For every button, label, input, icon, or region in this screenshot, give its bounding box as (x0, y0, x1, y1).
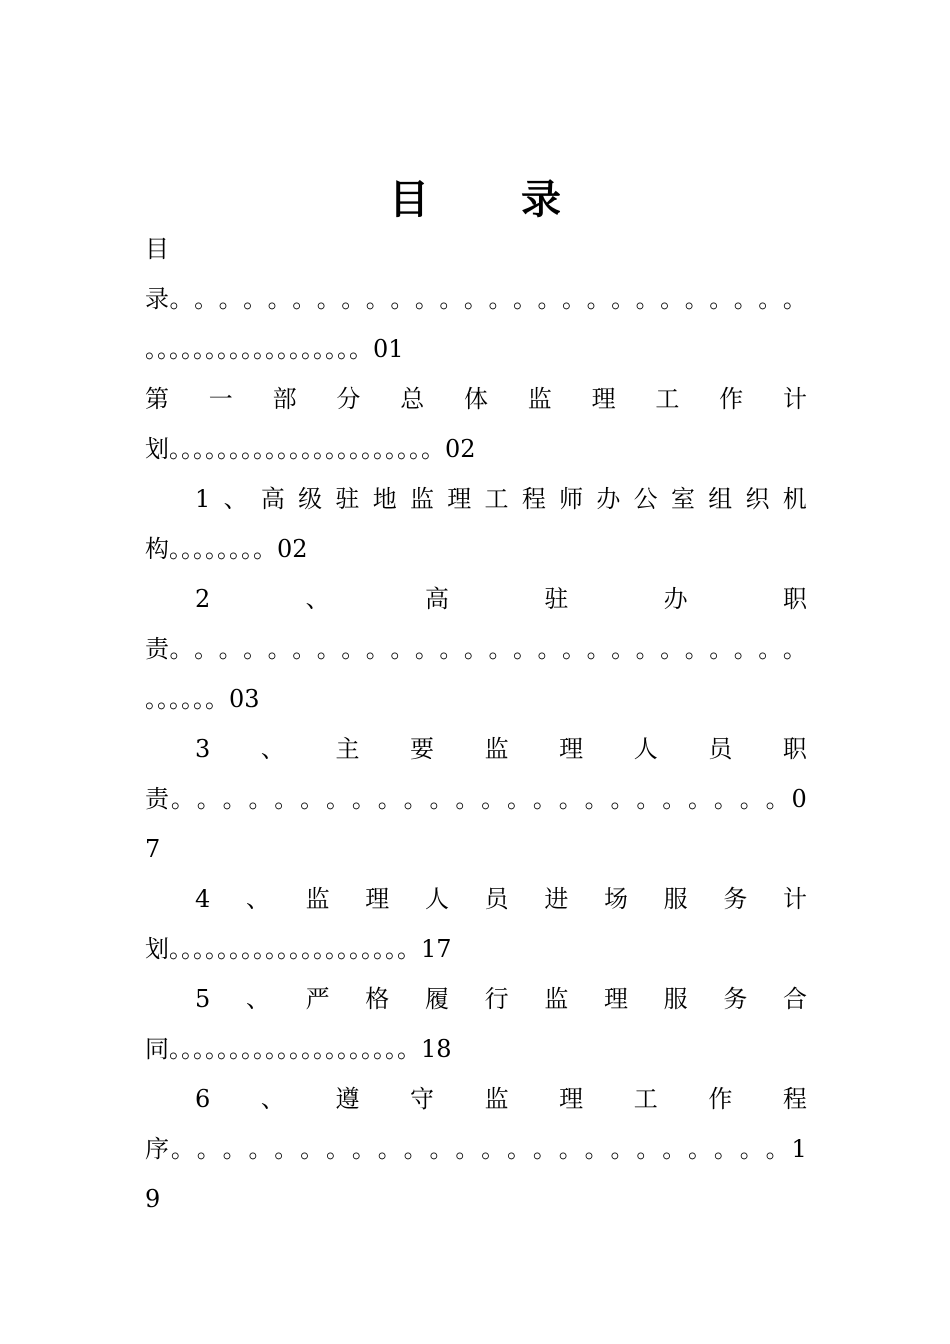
toc-char: 。 (170, 1135, 195, 1163)
toc-char: 遵 (335, 1085, 360, 1113)
toc-line (145, 274, 807, 324)
toc-line (145, 974, 807, 1024)
toc-char: 。 (274, 785, 299, 813)
toc-char: 。 (765, 785, 790, 813)
toc-line (145, 774, 807, 824)
toc-char: 。 (463, 635, 488, 663)
toc-char: 。 (365, 285, 390, 313)
toc-char: 。 (481, 1135, 506, 1163)
toc-char: 、 (223, 485, 248, 513)
toc-char: 。 (584, 785, 609, 813)
toc-char: 工 (633, 1085, 658, 1113)
page-title (0, 172, 950, 228)
toc-char: 。 (512, 635, 537, 663)
toc-char: 作 (719, 385, 744, 413)
toc-char: 服 (663, 985, 688, 1013)
toc-char: 作 (708, 1085, 733, 1113)
toc-char: 驻 (335, 485, 360, 513)
toc-char: 。 (439, 285, 464, 313)
toc-char: 一 (208, 385, 233, 413)
toc-char: 。 (562, 635, 587, 663)
toc-char: 主 (335, 735, 360, 763)
toc-char: 。 (194, 285, 219, 313)
toc-char: 。 (316, 635, 341, 663)
toc-line: 。。。。。。03 (145, 685, 260, 713)
toc-char: 。 (248, 785, 273, 813)
toc-char: 要 (410, 735, 435, 763)
toc-char: 1 (195, 485, 211, 513)
toc-char: 。 (429, 1135, 454, 1163)
toc-char: 监 (527, 385, 552, 413)
toc-line: 划。。。。。。。。。。。。。。。。。。。。17 (145, 935, 452, 963)
toc-char: 监 (484, 1085, 509, 1113)
toc-char: 。 (660, 285, 685, 313)
toc-char: 责 (145, 635, 169, 663)
toc-char: 理 (447, 485, 472, 513)
toc-line (145, 474, 807, 524)
toc-char: 。 (194, 635, 219, 663)
toc-char: 。 (532, 1135, 557, 1163)
toc-char: 。 (316, 285, 341, 313)
toc-char: 第 (145, 385, 169, 413)
toc-line (145, 624, 807, 674)
toc-char: 监 (544, 985, 569, 1013)
toc-char: 。 (636, 1135, 661, 1163)
toc-char: 。 (414, 285, 439, 313)
toc-char: 6 (195, 1085, 211, 1113)
toc-char: 组 (708, 485, 733, 513)
toc-char: 合 (783, 985, 807, 1013)
toc-char: 。 (429, 785, 454, 813)
toc-char: 。 (558, 1135, 583, 1163)
toc-char: 。 (403, 1135, 428, 1163)
toc-char: 。 (709, 635, 734, 663)
toc-char: 。 (243, 635, 268, 663)
toc-char: 。 (611, 635, 636, 663)
toc-line (145, 374, 807, 424)
toc-char: 责 (145, 785, 169, 813)
toc-char: 高 (260, 485, 285, 513)
toc-char: 。 (300, 1135, 325, 1163)
toc-char: 理 (559, 735, 584, 763)
toc-char: 。 (739, 785, 764, 813)
toc-char: 。 (488, 635, 513, 663)
toc-char: 分 (336, 385, 361, 413)
toc-char: 。 (688, 1135, 713, 1163)
toc-char: 理 (365, 885, 390, 913)
toc-char: 。 (169, 635, 194, 663)
toc-char: 序 (145, 1135, 169, 1163)
toc-char: 。 (512, 285, 537, 313)
toc-char: 总 (400, 385, 425, 413)
title-char-1: 目 (389, 177, 429, 223)
toc-line (145, 724, 807, 774)
toc-char: 2 (195, 585, 211, 613)
toc-char: 员 (708, 735, 733, 763)
toc-char: 人 (633, 735, 658, 763)
toc-char: 体 (463, 385, 488, 413)
toc-char: 监 (484, 735, 509, 763)
toc-char: 。 (351, 785, 376, 813)
toc-char: 。 (713, 785, 738, 813)
toc-char: 5 (195, 985, 211, 1013)
toc-char: 工 (655, 385, 680, 413)
toc-char: 。 (660, 635, 685, 663)
toc-char: 0 (791, 785, 807, 813)
toc-line (145, 1124, 807, 1174)
toc-char: 。 (739, 1135, 764, 1163)
toc-char: 。 (170, 785, 195, 813)
toc-char: 驻 (544, 585, 569, 613)
toc-char: 。 (341, 635, 366, 663)
toc-char: 织 (745, 485, 770, 513)
toc-char: 。 (709, 285, 734, 313)
toc-char: 、 (260, 735, 285, 763)
toc-char: 。 (507, 1135, 532, 1163)
toc-char: 1 (791, 1135, 807, 1163)
toc-char: 。 (414, 635, 439, 663)
toc-char: 。 (537, 285, 562, 313)
toc-char: 守 (410, 1085, 435, 1113)
toc-char: 地 (372, 485, 397, 513)
toc-char: 。 (586, 285, 611, 313)
toc-char: 。 (488, 285, 513, 313)
toc-char: 计 (783, 885, 807, 913)
toc-char: 3 (195, 735, 211, 763)
toc-char: 。 (326, 785, 351, 813)
toc-char: 。 (377, 1135, 402, 1163)
toc-char: 监 (305, 885, 330, 913)
toc-char: 。 (635, 635, 660, 663)
toc-char: 履 (424, 985, 449, 1013)
toc-char: 。 (684, 285, 709, 313)
toc-char: 。 (196, 785, 221, 813)
toc-char: 师 (559, 485, 584, 513)
toc-char: 、 (260, 1085, 285, 1113)
toc-char: 。 (292, 285, 317, 313)
toc-char: 。 (713, 1135, 738, 1163)
toc-char: 。 (782, 285, 807, 313)
toc-line: 划。。。。。。。。。。。。。。。。。。。。。。02 (145, 435, 476, 463)
toc-char: 。 (222, 785, 247, 813)
toc-char: 。 (218, 635, 243, 663)
toc-line (145, 1074, 807, 1124)
toc-char: 。 (196, 1135, 221, 1163)
toc-char: 。 (403, 785, 428, 813)
toc-char: 。 (326, 1135, 351, 1163)
toc-char: 。 (455, 1135, 480, 1163)
toc-char: 理 (559, 1085, 584, 1113)
toc-char: 级 (298, 485, 323, 513)
toc-line: 9 (145, 1185, 161, 1213)
toc-char: 。 (758, 285, 783, 313)
toc-char: 高 (424, 585, 449, 613)
toc-char: 。 (341, 285, 366, 313)
toc-char: 监 (409, 485, 434, 513)
toc-char: 。 (758, 635, 783, 663)
toc-line: 目 (145, 235, 169, 263)
toc-char: 。 (662, 1135, 687, 1163)
toc-char: 。 (584, 1135, 609, 1163)
toc-char: 、 (245, 885, 270, 913)
toc-char: 。 (562, 285, 587, 313)
toc-char: 。 (586, 635, 611, 663)
toc-char: 。 (351, 1135, 376, 1163)
toc-char: 务 (723, 885, 748, 913)
toc-char: 。 (243, 285, 268, 313)
toc-char: 。 (481, 785, 506, 813)
toc-char: 。 (558, 785, 583, 813)
toc-char: 。 (733, 635, 758, 663)
toc-char: 格 (365, 985, 390, 1013)
toc-char: 公 (633, 485, 658, 513)
toc-line: 7 (145, 835, 161, 863)
toc-char: 。 (267, 635, 292, 663)
toc-char: 。 (688, 785, 713, 813)
toc-char: 职 (782, 735, 807, 763)
toc-char: 程 (521, 485, 546, 513)
toc-line (145, 874, 807, 924)
toc-char: 。 (610, 1135, 635, 1163)
toc-char: 。 (300, 785, 325, 813)
toc-char: 。 (463, 285, 488, 313)
toc-char: 。 (684, 635, 709, 663)
toc-char: 。 (274, 1135, 299, 1163)
toc-char: 服 (663, 885, 688, 913)
toc-char: 。 (507, 785, 532, 813)
toc-char: 、 (305, 585, 330, 613)
table-of-contents (145, 224, 807, 1224)
toc-char: 。 (610, 785, 635, 813)
toc-char: 机 (782, 485, 807, 513)
title-char-2: 录 (521, 177, 561, 223)
toc-char: 程 (782, 1085, 807, 1113)
toc-char: 理 (591, 385, 616, 413)
toc-char: 4 (195, 885, 211, 913)
toc-char: 。 (292, 635, 317, 663)
toc-char: 。 (390, 635, 415, 663)
toc-char: 计 (782, 385, 807, 413)
toc-char: 。 (377, 785, 402, 813)
toc-char: 。 (267, 285, 292, 313)
toc-char: 。 (532, 785, 557, 813)
toc-line: 。。。。。。。。。。。。。。。。。。01 (145, 335, 404, 363)
toc-char: 录 (145, 285, 169, 313)
toc-char: 、 (245, 985, 270, 1013)
toc-char: 务 (723, 985, 748, 1013)
toc-char: 。 (662, 785, 687, 813)
toc-char: 。 (636, 785, 661, 813)
toc-char: 职 (783, 585, 807, 613)
toc-char: 严 (305, 985, 330, 1013)
toc-char: 进 (544, 885, 569, 913)
toc-char: 。 (222, 1135, 247, 1163)
toc-char: 。 (537, 635, 562, 663)
toc-char: 办 (663, 585, 688, 613)
toc-line: 同。。。。。。。。。。。。。。。。。。。。18 (145, 1035, 452, 1063)
toc-char: 。 (365, 635, 390, 663)
toc-line: 构。。。。。。。。02 (145, 535, 308, 563)
toc-char: 理 (603, 985, 628, 1013)
toc-char: 。 (218, 285, 243, 313)
toc-char: 人 (424, 885, 449, 913)
toc-char: 场 (603, 885, 628, 913)
toc-char: 。 (635, 285, 660, 313)
toc-char: 办 (596, 485, 621, 513)
toc-char: 。 (169, 285, 194, 313)
toc-char: 。 (390, 285, 415, 313)
toc-char: 。 (455, 785, 480, 813)
toc-char: 。 (611, 285, 636, 313)
toc-char: 行 (484, 985, 509, 1013)
toc-char: 部 (272, 385, 297, 413)
toc-char: 室 (670, 485, 695, 513)
toc-char: 。 (733, 285, 758, 313)
toc-char: 工 (484, 485, 509, 513)
toc-char: 。 (439, 635, 464, 663)
toc-line (145, 574, 807, 624)
toc-char: 。 (765, 1135, 790, 1163)
toc-char: 。 (248, 1135, 273, 1163)
toc-char: 员 (484, 885, 509, 913)
toc-char: 。 (782, 635, 807, 663)
